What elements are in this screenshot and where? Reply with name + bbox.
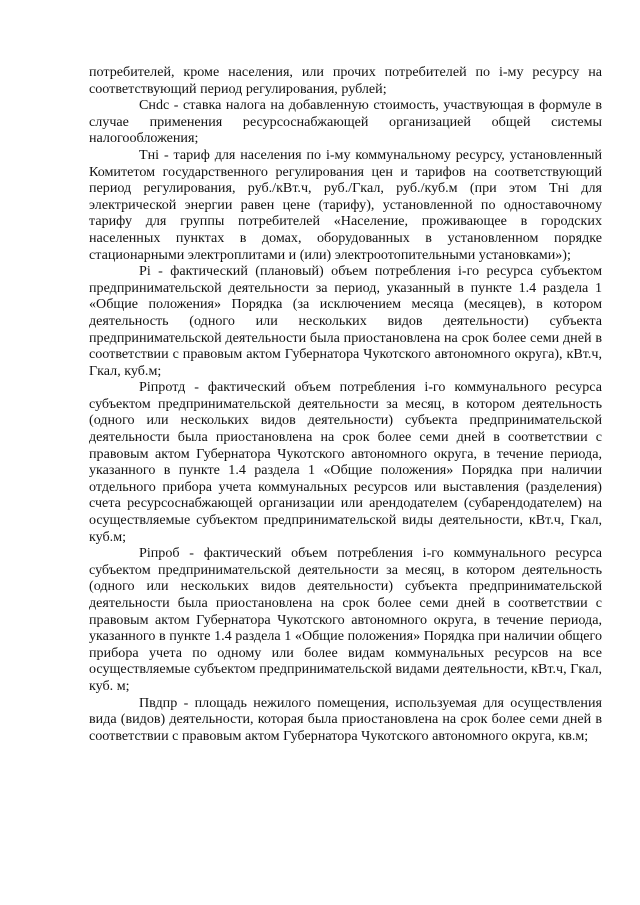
- paragraph-vat-rate: Снdc - ставка налога на добавленную стоимость, участвующая в формуле в случае применения ресурсоснабжающей организацией общей системы налогообложения;: [89, 97, 602, 147]
- paragraph-premises-area: Пвдпр - площадь нежилого помещения, используемая для осуществления вида (видов) деятельности, которая была приостановлена на срок более семи дней в соответствии с правовым актом Губернатора Чукотского автономного округа, кв.м;: [89, 694, 602, 744]
- paragraph-separate-meter-volume: Рiпротд - фактический объем потребления i-го коммунального ресурса субъектом предпринимательской деятельности за месяц, в котором деятельность (одного или нескольких видов деятельности) субъекта предпринимательской деятельности была приостановлена на срок более семи дней в соответствии с правовым актом Губернатора Чукотского автономного округа, в течение периода, указанного в пункте 1.4 раздела 1 «Общие положения» Порядка при наличии отдельного прибора учета коммунальных ресурсов или выставления (разделения) счета ресурсоснабжающей организации или арендодателем (субарендодателем) на осуществляемые субъектом предпринимательской виды деятельности, кВт.ч, Гкал, куб.м;: [89, 379, 602, 545]
- paragraph-consumers-continuation: потребителей, кроме населения, или прочих потребителей по i-му ресурсу на соответствующий период регулирования, рублей;: [89, 64, 602, 97]
- paragraph-population-tariff: Тнi - тариф для населения по i-му коммунальному ресурсу, установленный Комитетом государственного регулирования цен и тарифов на соответствующий период регулирования, руб./кВт.ч, руб./Гкал, руб./куб.м (при этом Тнi для электрической энергии равен цене (тарифу), установленной по одноставочному тарифу для группы потребителей «Население, проживающее в городских населенных пунктах в домах, оборудованных в установленном порядке стационарными электроплитами и (или) электроотопительными установками»);: [89, 146, 602, 263]
- paragraph-common-meter-volume: Рiпроб - фактический объем потребления i-го коммунального ресурса субъектом предпринимательской деятельности за месяц, в котором деятельность (одного или нескольких видов деятельности) субъекта предпринимательской деятельности была приостановлена на срок более семи дней в соответствии с правовым актом Губернатора Чукотского автономного округа, в течение периода, указанного в пункте 1.4 раздела 1 «Общие положения» Порядка при наличии общего прибора учета по одному или более видам коммунальных ресурсов на все осуществляемые субъектом предпринимательской видами деятельности, кВт.ч, Гкал, куб. м;: [89, 545, 602, 694]
- paragraph-consumption-volume: Рi - фактический (плановый) объем потребления i-го ресурса субъектом предпринимательской деятельности за период, указанный в пункте 1.4 раздела 1 «Общие положения» Порядка (за исключением месяца (месяцев), в котором деятельность (одного или нескольких видов деятельности) субъекта предпринимательской деятельности была приостановлена на срок более семи дней в соответствии с правовым актом Губернатора Чукотского автономного округа), кВт.ч, Гкал, куб.м;: [89, 263, 602, 379]
- document-page: [89, 64, 602, 744]
